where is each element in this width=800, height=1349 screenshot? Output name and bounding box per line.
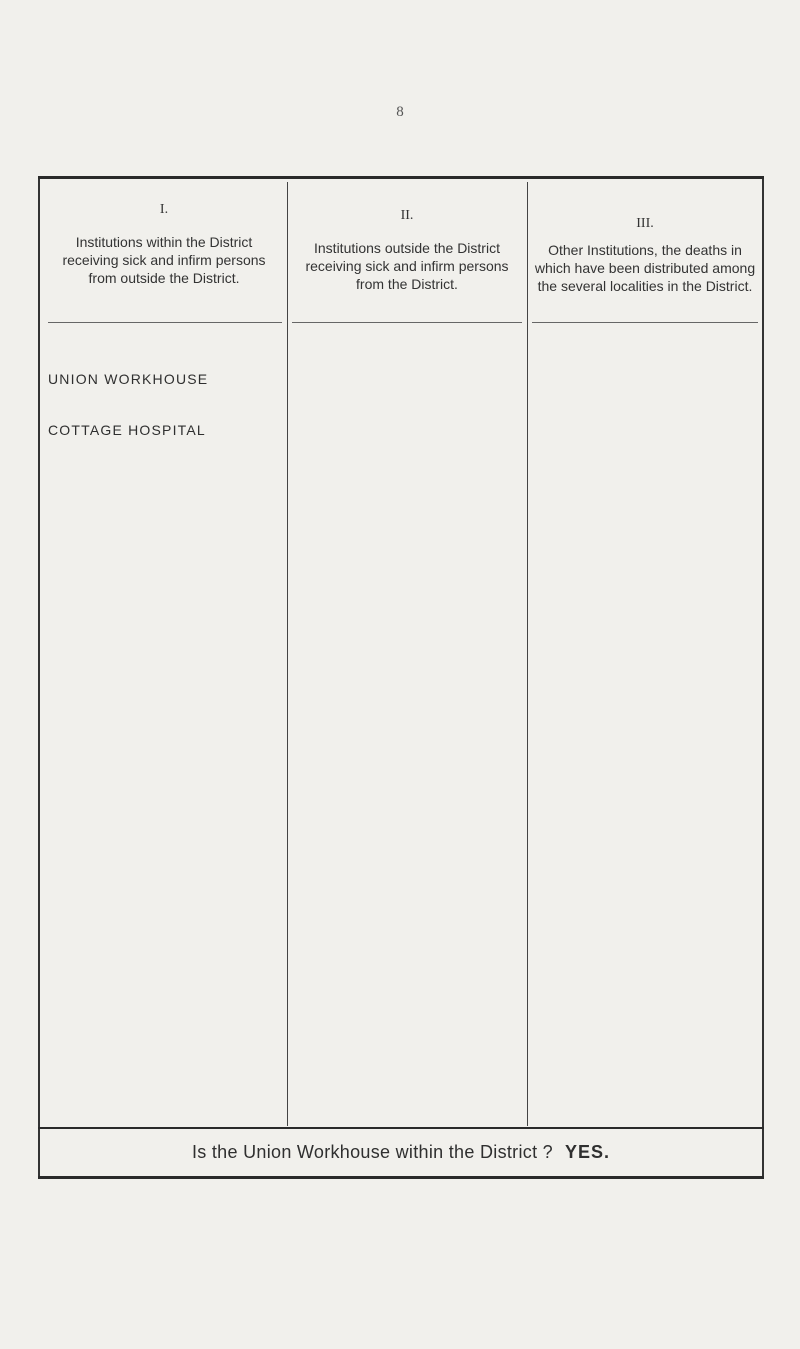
- header-underline-2: [292, 322, 522, 323]
- entry-cottage-hospital: COTTAGE HOSPITAL: [48, 422, 206, 438]
- column-divider-1: [287, 182, 288, 1126]
- page-number: 8: [396, 104, 404, 120]
- header-underline-1: [48, 322, 282, 323]
- column-header-3: [532, 201, 758, 295]
- footer-question: Is the Union Workhouse within the District ?: [191, 1142, 553, 1162]
- column-heading-1: Institutions within the District receiving sick and infirm persons from outside the District.: [62, 234, 266, 286]
- entry-union-workhouse: UNION WORKHOUSE: [48, 371, 209, 387]
- column-divider-2: [527, 182, 528, 1126]
- table-footer-rule: [38, 1127, 764, 1129]
- footer-question-row: [38, 1142, 764, 1163]
- column-heading-3: Other Institutions, the deaths in which have been distributed among the several localities in the District.: [534, 242, 756, 294]
- column-number-3: III.: [636, 216, 654, 231]
- footer-answer: YES.: [565, 1142, 611, 1162]
- institutions-table: [38, 178, 764, 1178]
- header-underline-3: [532, 322, 758, 323]
- column-header-1: [48, 201, 280, 287]
- column-number-2: II.: [400, 208, 414, 223]
- column-number-1: I.: [159, 202, 169, 217]
- table-bottom-rule: [38, 1176, 764, 1179]
- table-top-rule: [38, 176, 764, 179]
- column-header-2: [292, 201, 522, 293]
- column-heading-2: Institutions outside the District receiving sick and infirm persons from the District.: [305, 240, 509, 292]
